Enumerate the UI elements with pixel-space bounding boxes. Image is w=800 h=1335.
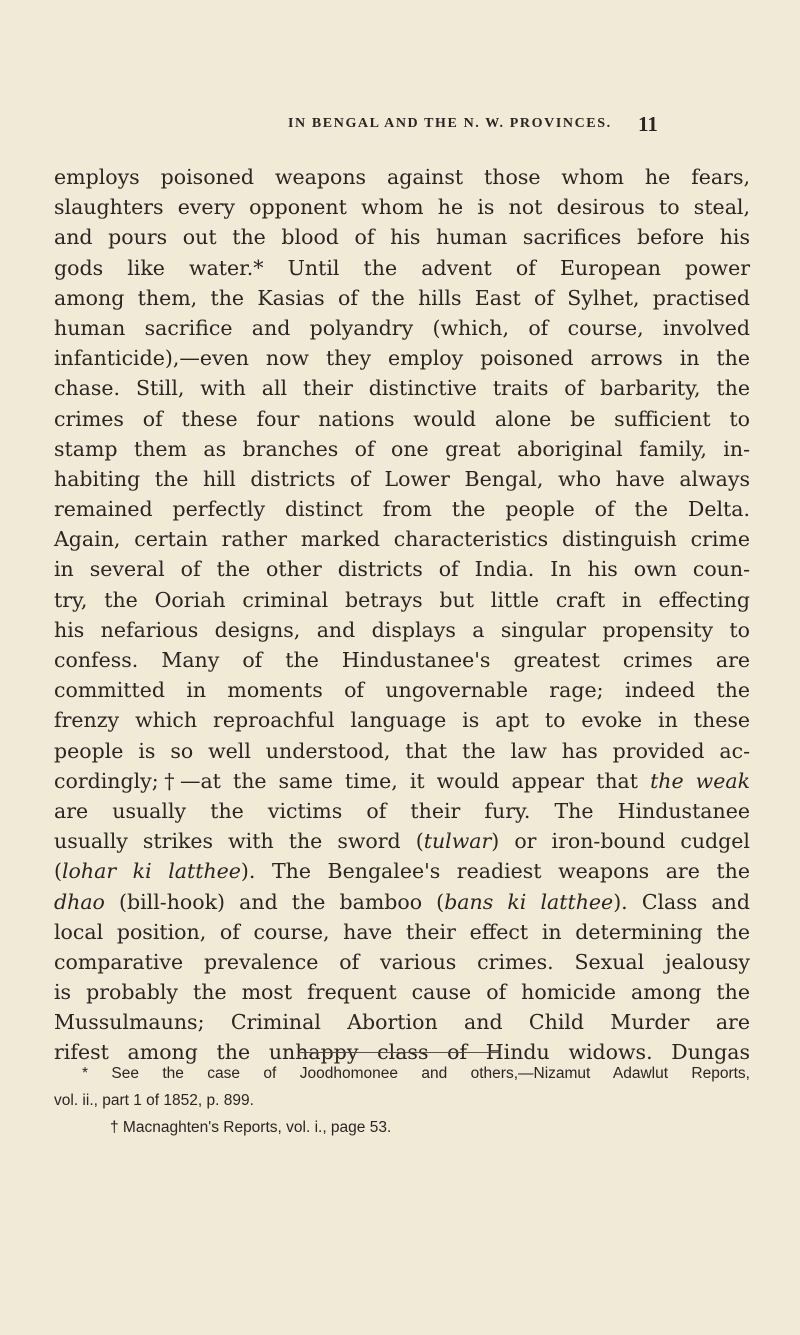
- text-line: comparative prevalence of various crimes. Sexual jealousy: [54, 949, 750, 974]
- italic-run: lohar ki latthee: [62, 859, 241, 884]
- text-run: usually strikes with the sword (: [54, 829, 424, 854]
- text-run: cordingly;†—at the same time, it would appear that: [54, 768, 639, 793]
- footnote-1-continued: vol. ii., part 1 of 1852, p. 899.: [54, 1092, 254, 1109]
- text-line: and pours out the blood of his human sacrifices before his: [54, 225, 750, 250]
- text-line: is probably the most frequent cause of homicide among the: [54, 980, 750, 1005]
- text-line: [54, 826, 750, 856]
- text-line: rifest among the unhappy class of Hindu widows. Dungas: [54, 1040, 750, 1065]
- text-line: [54, 856, 750, 886]
- text-line: stamp them as branches of one great aboriginal family, in-: [54, 436, 750, 461]
- text-run: ). Class and: [613, 889, 750, 914]
- text-line: [54, 887, 750, 917]
- text-line: [54, 766, 750, 796]
- text-line: among them, the Kasias of the hills East of Sylhet, practised: [54, 285, 750, 310]
- text-line: chase. Still, with all their distinctive traits of barbarity, the: [54, 376, 750, 401]
- text-line: people is so well understood, that the law has provided ac-: [54, 738, 750, 763]
- italic-run: the weak: [650, 768, 750, 793]
- text-line: try, the Ooriah criminal betrays but little craft in effecting: [54, 587, 750, 612]
- text-line: committed in moments of ungovernable rage; indeed the: [54, 678, 750, 703]
- footnotes: [54, 1060, 750, 1141]
- text-line: remained perfectly distinct from the people of the Delta.: [54, 497, 750, 522]
- text-line: local position, of course, have their effect in determining the: [54, 919, 750, 944]
- running-title: IN BENGAL AND THE N. W. PROVINCES.: [288, 116, 612, 131]
- text-line: in several of the other districts of India. In his own coun-: [54, 557, 750, 582]
- body-text: [54, 162, 750, 1068]
- italic-run: tulwar: [423, 829, 492, 854]
- page-number: 11: [638, 112, 658, 136]
- text-run: (bill-hook) and the bamboo (: [104, 889, 445, 914]
- italic-run: dhao: [54, 889, 105, 914]
- text-line: slaughters every opponent whom he is not desirous to steal,: [54, 195, 750, 220]
- text-line: infanticide),—even now they employ poisoned arrows in the: [54, 346, 750, 371]
- text-line: human sacrifice and polyandry (which, of course, involved: [54, 315, 750, 340]
- page-header: [0, 112, 800, 140]
- text-line: gods like water.* Until the advent of European power: [54, 255, 750, 280]
- text-line: confess. Many of the Hindustanee's greatest crimes are: [54, 648, 750, 672]
- text-line: crimes of these four nations would alone be sufficient to: [54, 406, 750, 431]
- footnote-rule: [300, 1052, 500, 1053]
- text-line: Mussulmauns; Criminal Abortion and Child Murder are: [54, 1010, 750, 1035]
- text-run: ). The Bengalee's readiest weapons are the: [240, 859, 750, 884]
- text-run: (: [54, 859, 62, 884]
- text-line: frenzy which reproachful language is apt to evoke in these: [54, 708, 750, 733]
- italic-run: bans ki latthee: [444, 889, 614, 914]
- text-line: employs poisoned weapons against those whom he fears,: [54, 165, 750, 189]
- text-line: habiting the hill districts of Lower Bengal, who have always: [54, 466, 750, 491]
- text-run: ) or iron-bound cudgel: [491, 829, 750, 854]
- text-line: Again, certain rather marked characteristics distinguish crime: [54, 527, 750, 552]
- text-line: his nefarious designs, and displays a singular propensity to: [54, 617, 750, 642]
- footnote-2: † Macnaghten's Reports, vol. i., page 53.: [110, 1119, 392, 1136]
- footnote-1: * See the case of Joodhomonee and others,—Nizamut Adawlut Reports,: [82, 1065, 750, 1082]
- text-line: are usually the victims of their fury. The Hindustanee: [54, 798, 750, 823]
